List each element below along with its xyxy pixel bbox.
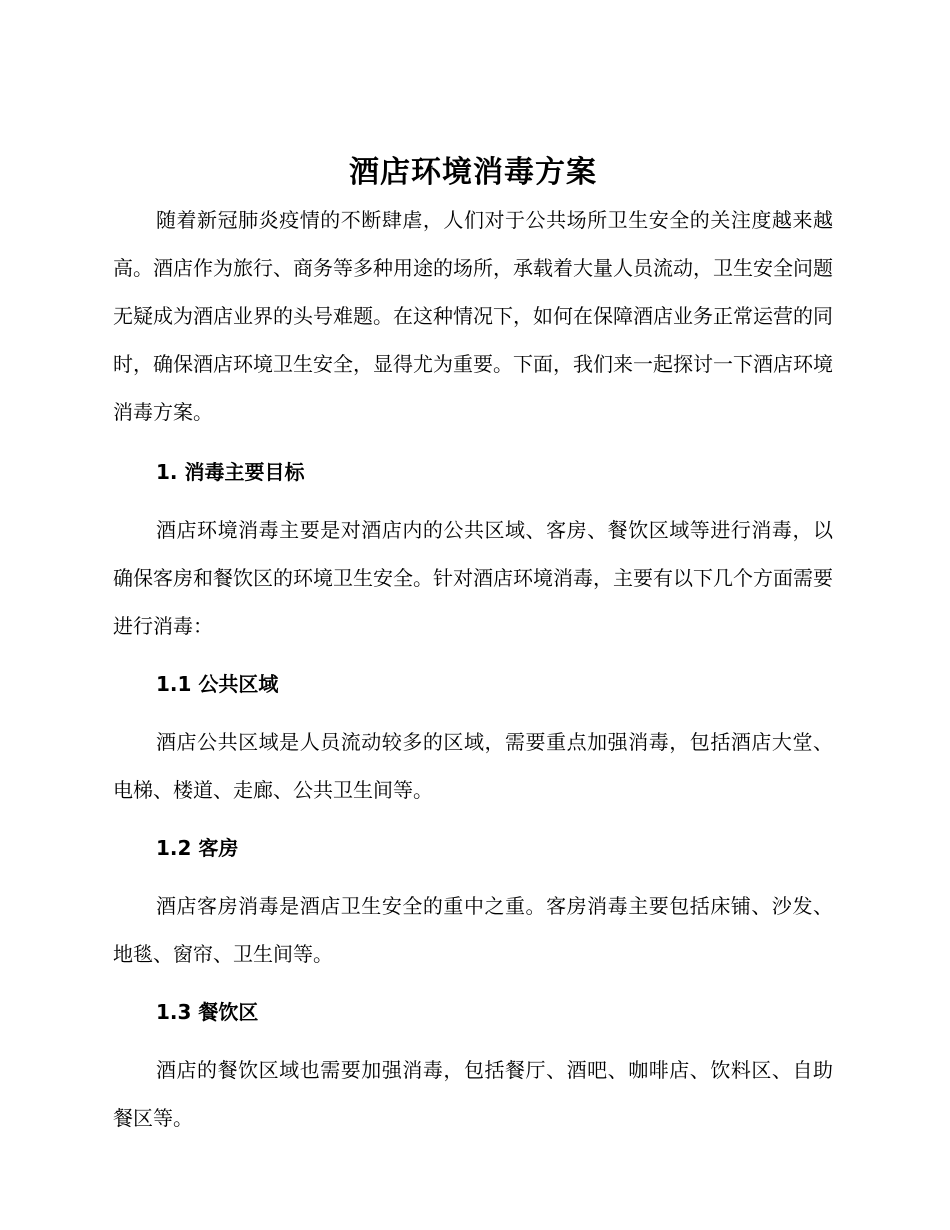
section-body-guest-rooms: 酒店客房消毒是酒店卫生安全的重中之重。客房消毒主要包括床铺、沙发、地毯、窗帘、卫生间等。 xyxy=(113,894,833,966)
intro-paragraph: 随着新冠肺炎疫情的不断肆虐，人们对于公共场所卫生安全的关注度越来越高。酒店作为旅行、商务等多种用途的场所，承载着大量人员流动，卫生安全问题无疑成为酒店业界的头号难题。在这种情况下，如何在保障酒店业务正常运营的同时，确保酒店环境卫生安全，显得尤为重要。下面，我们来一起探讨一下酒店环境消毒方案。 xyxy=(113,208,833,424)
section-body-disinfection-goals: 酒店环境消毒主要是对酒店内的公共区域、客房、餐饮区域等进行消毒，以确保客房和餐饮区的环境卫生安全。针对酒店环境消毒，主要有以下几个方面需要进行消毒： xyxy=(113,518,833,638)
section-body-dining-area: 酒店的餐饮区域也需要加强消毒，包括餐厅、酒吧、咖啡店、饮料区、自助餐区等。 xyxy=(113,1058,833,1130)
section-heading-disinfection-goals: 1. 消毒主要目标 xyxy=(156,460,305,484)
section-body-public-areas: 酒店公共区域是人员流动较多的区域，需要重点加强消毒，包括酒店大堂、电梯、楼道、走廊、公共卫生间等。 xyxy=(113,730,833,802)
section-heading-public-areas: 1.1 公共区域 xyxy=(156,672,279,696)
document-body xyxy=(113,150,833,1142)
section-heading-dining-area: 1.3 餐饮区 xyxy=(156,1000,259,1024)
document-title: 酒店环境消毒方案 xyxy=(349,155,597,190)
section-heading-guest-rooms: 1.2 客房 xyxy=(156,836,239,860)
